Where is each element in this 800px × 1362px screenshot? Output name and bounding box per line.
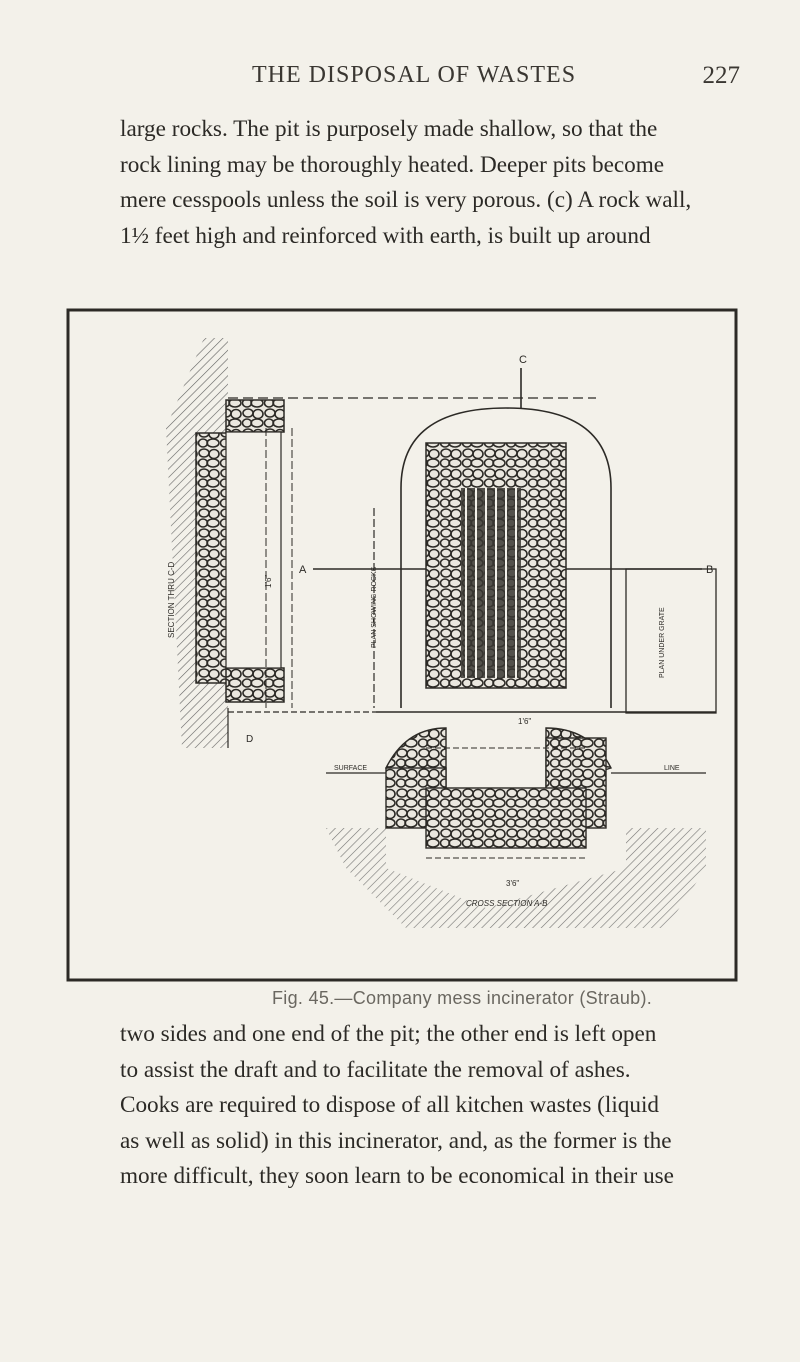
text-line: as well as solid) in this incinerator, and, as the former is the [120, 1127, 672, 1154]
label-plan-mid: PLAN SHOWING ROCKS [371, 566, 378, 648]
page-number: 227 [702, 62, 740, 89]
text-line: more difficult, they soon learn to be economical in their use [120, 1163, 674, 1190]
label-d: D [246, 734, 254, 745]
running-title: THE DISPOSAL OF WASTES [252, 62, 577, 88]
label-line: LINE [664, 765, 680, 772]
text-line: large rocks. The pit is purposely made shallow, so that the [120, 116, 658, 142]
body-text-top [120, 112, 742, 254]
label-dim-bottom: 3'6" [506, 879, 520, 888]
figure-caption: Fig. 45.—Company mess incinerator (Straub). [272, 988, 653, 1008]
label-section-left: SECTION THRU C-D [167, 561, 176, 638]
text-line: to assist the draft and to facilitate the removal of ashes. [120, 1056, 631, 1083]
label-cross-section: CROSS SECTION A-B [466, 899, 548, 908]
label-c: C [519, 354, 527, 366]
incinerator-figure [66, 308, 738, 982]
cross-section-a-b [326, 728, 706, 928]
label-plan-right: PLAN UNDER GRATE [659, 607, 666, 678]
incinerator-drawing [66, 308, 738, 982]
label-b: B [706, 564, 714, 576]
label-surface: SURFACE [334, 765, 368, 772]
text-line: 1½ feet high and reinforced with earth, is built up around [120, 222, 651, 249]
body-text-bottom [120, 1017, 742, 1195]
text-line: two sides and one end of the pit; the other end is left open [120, 1021, 657, 1047]
text-line: mere cesspools unless the soil is very porous. (c) A rock wall, [120, 187, 692, 214]
page-header [120, 62, 740, 102]
label-dim-left: 1'6" [264, 574, 273, 588]
label-dim-grate: 1'6" [518, 717, 532, 726]
text-line: Cooks are required to dispose of all kitchen wastes (liquid [120, 1092, 659, 1119]
text-line: rock lining may be thoroughly heated. Deeper pits become [120, 151, 665, 178]
label-a: A [299, 564, 307, 576]
